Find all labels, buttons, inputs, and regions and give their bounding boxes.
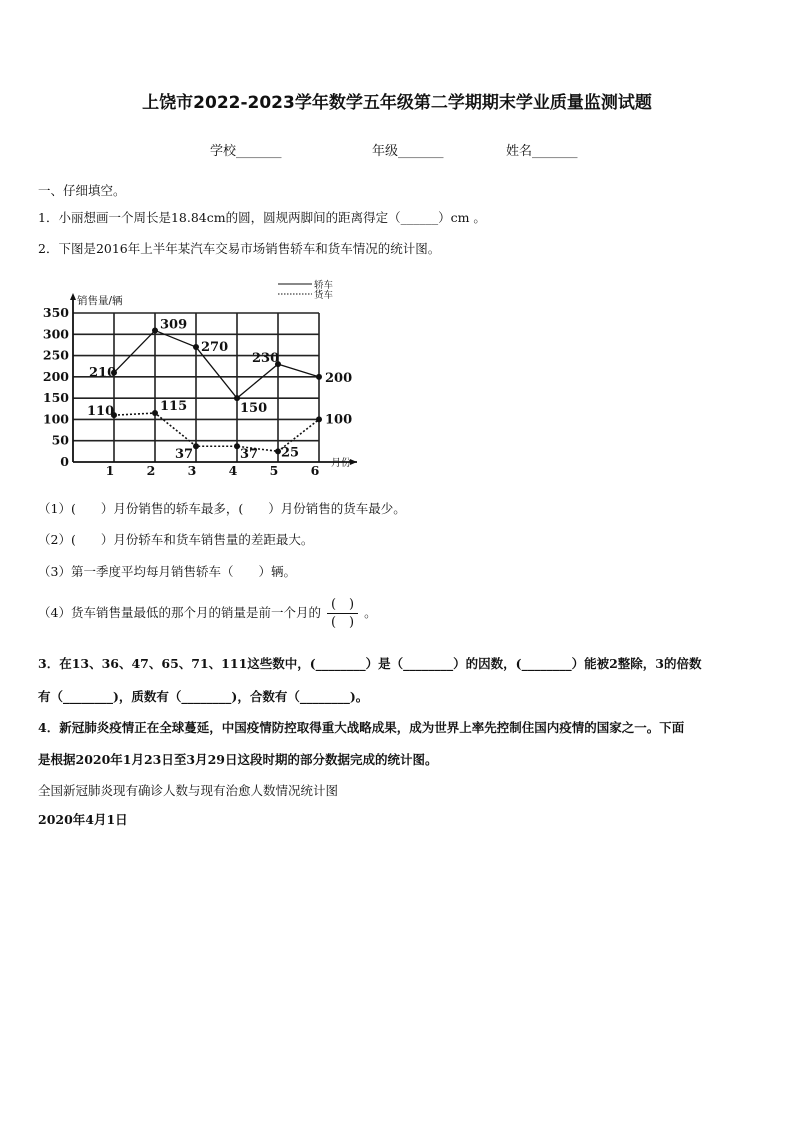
fraction-blank: [327, 596, 358, 631]
section-heading: 一、仔细填空。: [38, 183, 126, 198]
y-tick-label: 0: [60, 454, 69, 469]
x-axis-label: 月份: [331, 458, 351, 469]
question-3-line-1: 3．在13、36、47、65、71、111这些数中，(________）是（________）的因数，(________）能被2整除，3的倍数: [38, 656, 702, 671]
question-2-sub-2: （2）( ）月份轿车和货车销售量的差距最大。: [38, 532, 314, 547]
chart-caption: 全国新冠肺炎现有确诊人数与现有治愈人数情况统计图: [38, 783, 339, 798]
y-tick-label: 200: [42, 368, 69, 384]
question-4-line-2: 是根据2020年1月23日至3月29日这段时期的部分数据完成的统计图。: [38, 752, 438, 767]
name-field: 姓名_______: [506, 144, 578, 159]
question-4-line-1: 4．新冠肺炎疫情正在全球蔓延，中国疫情防控取得重大战略成果，成为世界上率先控制住国内疫情的国家之一。下面: [38, 720, 685, 735]
data-label: 230: [252, 351, 280, 367]
data-label: 37: [240, 447, 259, 463]
question-2-sub-4: [38, 596, 377, 631]
chart-date: 2020年4月1日: [38, 812, 128, 827]
data-point: [152, 327, 158, 333]
question-1: 1．小丽想画一个周长是18.84cm的圆，圆规两脚间的距离得定（______）cm 。: [38, 210, 486, 225]
data-label: 100: [325, 412, 353, 428]
y-tick-label: 100: [42, 411, 69, 427]
data-label: 150: [240, 401, 268, 417]
data-label: 309: [160, 317, 188, 333]
y-tick-label: 350: [42, 305, 69, 320]
y-tick-label: 50: [51, 432, 69, 448]
page-title: 上饶市2022-2023学年数学五年级第二学期期末学业质量监测试题: [142, 93, 652, 113]
data-label: 25: [281, 445, 300, 461]
data-label: 110: [87, 404, 115, 420]
x-axis-arrow: [350, 459, 357, 465]
data-label: 115: [160, 399, 188, 415]
data-point: [316, 374, 322, 380]
question-2-sub-4-prefix: （4）货车销售量最低的那个月的销量是前一个月的: [38, 605, 321, 620]
data-point: [193, 344, 199, 350]
legend-label: 轿车: [314, 280, 334, 291]
x-tick-label: 5: [269, 463, 279, 478]
y-axis-label: 销售量/辆: [77, 295, 123, 307]
legend-label: 货车: [314, 290, 334, 301]
y-axis-arrow: [70, 293, 76, 300]
question-3-line-2: 有（________)，质数有（________)，合数有（________)。: [38, 689, 369, 704]
fraction-denominator: ( ): [330, 615, 355, 630]
y-tick-label: 300: [42, 326, 69, 342]
x-tick-label: 3: [187, 463, 197, 478]
data-point: [193, 443, 199, 449]
question-2-sub-3: （3）第一季度平均每月销售轿车（ ）辆。: [38, 564, 296, 579]
fraction-numerator: ( ): [327, 596, 358, 614]
x-tick-label: 6: [310, 463, 320, 478]
y-tick-label: 150: [42, 390, 69, 406]
data-label: 200: [325, 370, 353, 386]
question-2-sub-1: （1）( ）月份销售的轿车最多，( ）月份销售的货车最少。: [38, 501, 406, 516]
school-field: 学校_______: [210, 144, 282, 159]
y-tick-label: 250: [42, 347, 69, 363]
data-label: 210: [89, 365, 117, 381]
data-point: [316, 416, 322, 422]
question-2-sub-4-suffix: 。: [364, 605, 377, 620]
question-2: 2．下图是2016年上半年某汽车交易市场销售轿车和货车情况的统计图。: [38, 241, 441, 256]
x-tick-label: 1: [105, 463, 115, 478]
x-tick-label: 4: [228, 463, 238, 478]
x-tick-label: 2: [146, 463, 156, 478]
data-label: 270: [201, 340, 229, 356]
data-label: 37: [175, 447, 194, 463]
sales-line-chart: [40, 278, 360, 478]
grade-field: 年级_______: [372, 144, 444, 159]
data-point: [152, 410, 158, 416]
